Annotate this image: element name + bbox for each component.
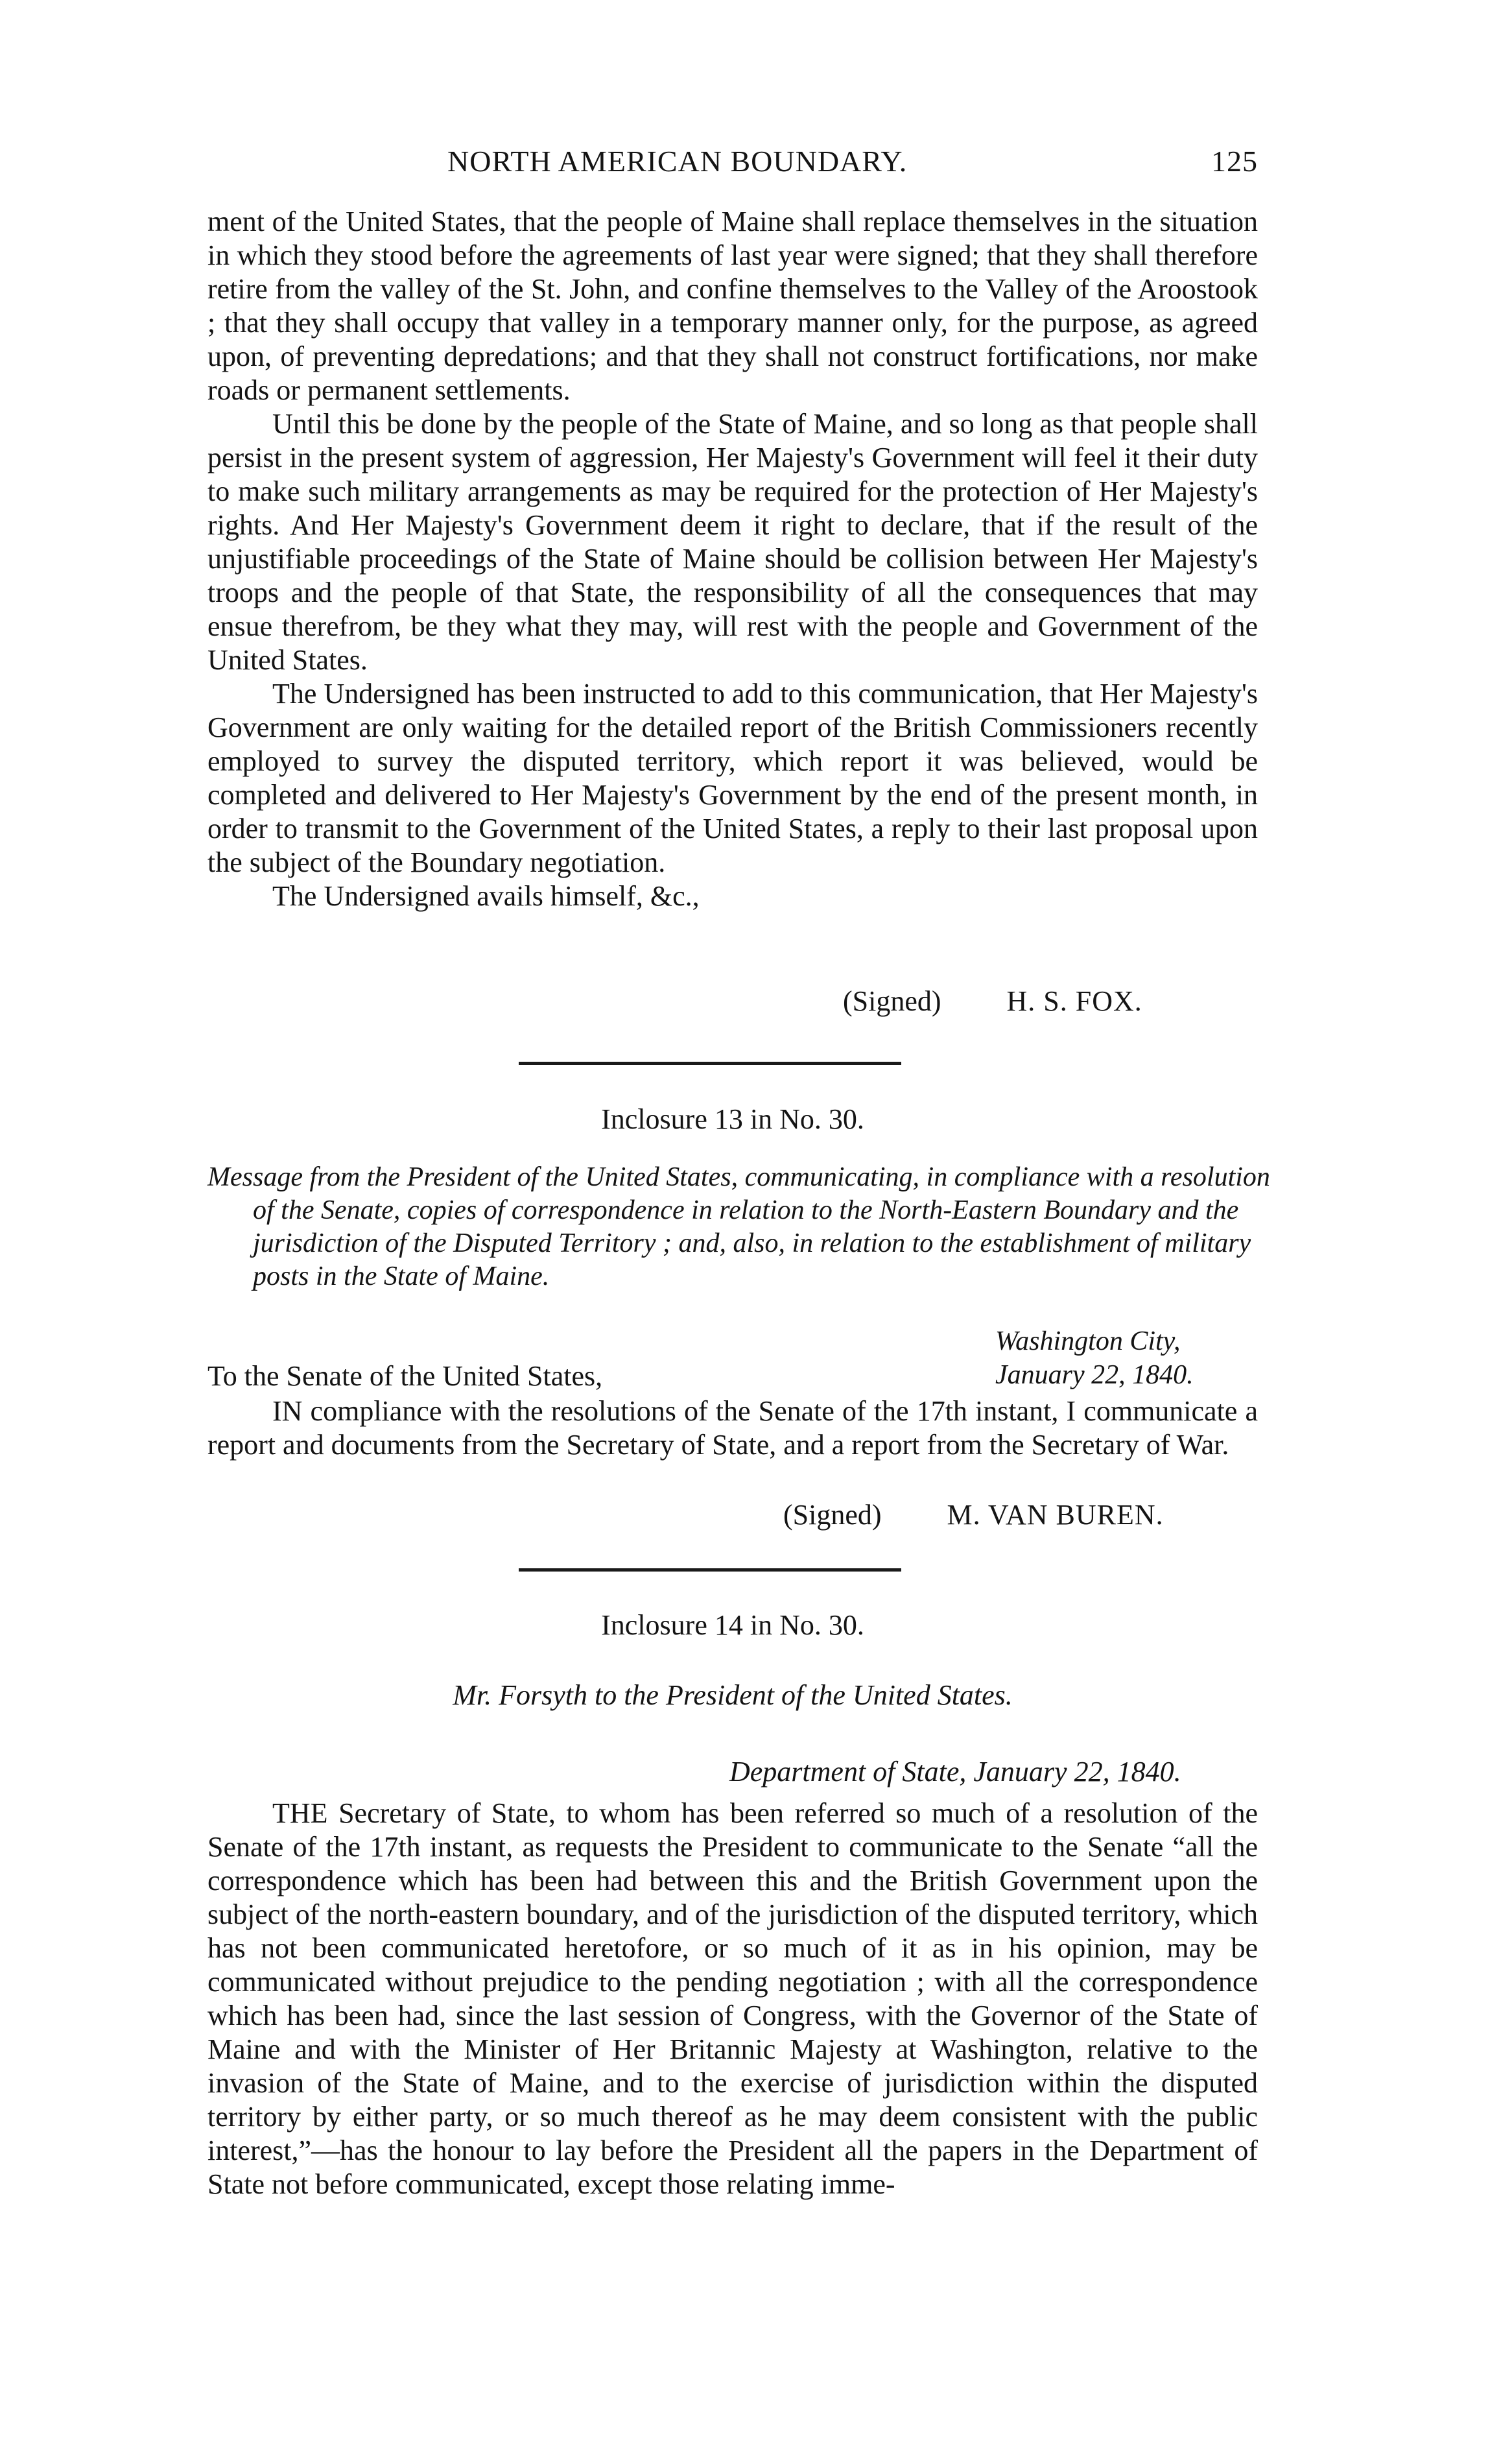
paragraph-undersigned-instructed: The Undersigned has been instructed to add to this communication, that Her Majesty's Government are only waiting for the detailed report of the British Commissioners recently employed to survey the disputed territory, which report it was believed, would be completed and delivered to Her Majesty's Government by the end of the present month, in order to transmit to the Government of the United States, a reply to their last proposal upon the subject of the Boundary negotiation. (207, 678, 1258, 878)
page-number: 125 (1211, 145, 1258, 178)
paragraph-closing: The Undersigned avails himself, &c., (272, 880, 700, 912)
running-header (207, 144, 1258, 196)
section-divider (519, 1568, 901, 1572)
report-body: THE Secretary of State, to whom has been referred so much of a resolution of the Senate of the 17th instant, as requests the President to communicate to the Senate “all the correspondence which has been had between this and the British Government upon the subject of the north-eastern boundary, and of the jurisdiction of the disputed territory, which has not been communicated heretofore, or so much of it as in his opinion, may be communicated without prejudice to the pending negotiation ; with all the correspondence which has been had, since the last session of Congress, with the Governor of the State of Maine and with the Minister of Her Britannic Majesty at Washington, relative to the invasion of the State of Maine, and to the exercise of jurisdiction within the disputed territory by either party, or so much thereof as he may deem consistent with the public interest,”—has the honour to lay before the President all the papers in the Department of State not before communicated, except those relating imme- (207, 1797, 1258, 2200)
date-line: January 22, 1840. (995, 1360, 1194, 1390)
place-line: Washington City, (995, 1326, 1181, 1356)
signature-fox (843, 985, 1142, 1018)
inclosure-14-subheading: Mr. Forsyth to the President of the United States. (453, 1679, 1013, 1711)
signed-tag: (Signed) (843, 985, 941, 1017)
message-title: Message from the President of the United States, communicating, in compliance with a resolution of the Senate, copies of correspondence in relation to the North-Eastern Boundary and the jurisdiction of the Disputed Territory ; and, also, in relation to the establishment of military posts in the State of Maine. (207, 1162, 1270, 1291)
inclosure-13-message (207, 1161, 1271, 1293)
addressee: To the Senate of the United States, (207, 1360, 603, 1392)
paragraph-until: Until this be done by the people of the State of Maine, and so long as that people shall persist in the present system of aggression, Her Majesty's Government will feel it their duty to make such military arrangements as may be required for the protection of Her Majesty's rights. And Her Majesty's Government deem it right to declare, that if the result of the unjustifiable proceedings of the State of Maine should be collision between Her Majesty's troops and the people of that State, the responsibility of all the consequences that may ensue therefrom, be they what they may, will rest with the people and Government of the United States. (207, 408, 1258, 676)
signatory-name: H. S. FOX. (1006, 985, 1142, 1017)
paragraph-continuation: ment of the United States, that the people of Maine shall replace themselves in the situation in which they stood before the agreements of last year were signed; that they shall therefore retire from the valley of the St. John, and confine themselves to the Valley of the Aroostook ; that they shall occupy that valley in a temporary manner only, for the purpose, as agreed upon, of preventing depredations; and that they shall not construct fortifications, nor make roads or permanent settlements. (207, 206, 1258, 406)
inclosure-13-heading: Inclosure 13 in No. 30. (601, 1103, 864, 1135)
inclosure-14-body (207, 1797, 1258, 2201)
dateline: Department of State, January 22, 1840. (729, 1756, 1181, 1788)
letter-body (207, 205, 1258, 913)
inclosure-13-body (207, 1394, 1258, 1462)
inclosure-14-heading: Inclosure 14 in No. 30. (601, 1609, 864, 1641)
signatory-name: M. VAN BUREN. (947, 1499, 1164, 1531)
section-divider (519, 1062, 901, 1065)
running-title: NORTH AMERICAN BOUNDARY. (447, 145, 908, 178)
message-body: IN compliance with the resolutions of the Senate of the 17th instant, I communicate a report and documents from the Secretary of State, and a report from the Secretary of War. (207, 1395, 1258, 1461)
signed-tag: (Signed) (783, 1499, 882, 1531)
signature-van-buren (783, 1498, 1164, 1531)
